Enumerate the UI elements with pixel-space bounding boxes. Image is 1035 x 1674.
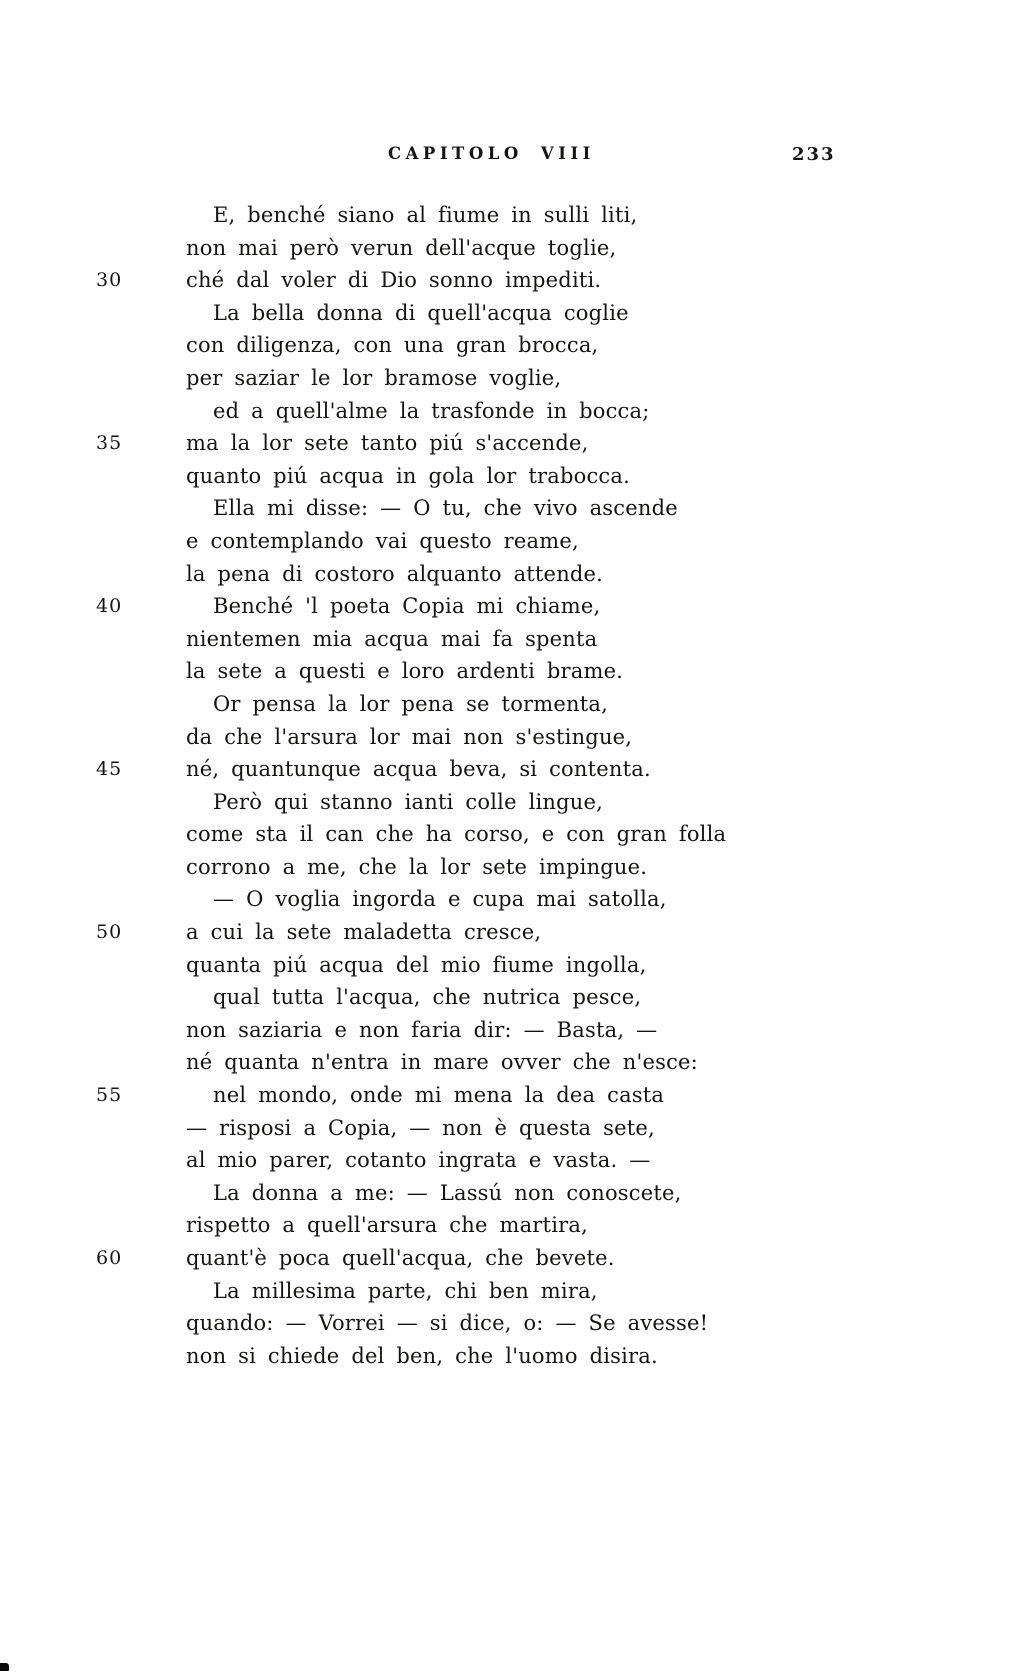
poem-line xyxy=(0,981,1035,1014)
verse-text: Or pensa la lor pena se tormenta, xyxy=(213,691,608,716)
poem-line xyxy=(0,232,1035,265)
poem-line xyxy=(0,492,1035,525)
verse-text: Benché 'l poeta Copia mi chiame, xyxy=(213,594,601,619)
poem-line xyxy=(0,1079,1035,1112)
chapter-heading: CAPITOLO VIII xyxy=(388,144,595,163)
verse-number: 60 xyxy=(96,1247,123,1269)
poem-line xyxy=(0,1112,1035,1145)
verse-text: quando: — Vorrei — si dice, o: — Se avesse! xyxy=(186,1311,709,1336)
poem-line xyxy=(0,786,1035,819)
poem-line xyxy=(0,688,1035,721)
poem-line xyxy=(0,1242,1035,1275)
poem-line xyxy=(0,1209,1035,1242)
scan-artifact xyxy=(0,1663,9,1671)
verse-text: come sta il can che ha corso, e con gran folla xyxy=(186,822,727,847)
verse-number: 50 xyxy=(96,921,123,944)
verse-text: da che l'arsura lor mai non s'estingue, xyxy=(186,724,633,749)
poem-line xyxy=(0,362,1035,395)
poem-line xyxy=(0,655,1035,688)
verse-text: la pena di costoro alquanto attende. xyxy=(186,561,604,586)
poem-line xyxy=(0,1275,1035,1308)
verse-text: non si chiede del ben, che l'uomo disira. xyxy=(186,1343,658,1368)
poem-line xyxy=(0,427,1035,460)
poem-line xyxy=(0,753,1035,786)
poem-line xyxy=(0,297,1035,330)
poem-line xyxy=(0,623,1035,656)
verse-text: rispetto a quell'arsura che martira, xyxy=(186,1213,588,1238)
poem-line xyxy=(0,199,1035,232)
verse-text: quanto piú acqua in gola lor trabocca. xyxy=(186,463,630,488)
verse-text: al mio parer, cotanto ingrata e vasta. — xyxy=(186,1148,651,1173)
poem-line xyxy=(0,558,1035,591)
poem-line xyxy=(0,1177,1035,1210)
verse-text: La bella donna di quell'acqua coglie xyxy=(213,300,629,325)
poem-line xyxy=(0,1014,1035,1047)
poem-line xyxy=(0,1340,1035,1373)
verse-text: per saziar le lor bramose voglie, xyxy=(186,365,562,390)
poem-line xyxy=(0,818,1035,851)
verse-text: ed a quell'alme la trasfonde in bocca; xyxy=(213,398,650,423)
verse-number: 30 xyxy=(96,269,123,292)
verse-text: quanta piú acqua del mio fiume ingolla, xyxy=(186,952,647,977)
poem-line xyxy=(0,1046,1035,1079)
verse-number: 55 xyxy=(96,1084,123,1107)
verse-text: nientemen mia acqua mai fa spenta xyxy=(186,626,598,651)
verse-text: Però qui stanno ianti colle lingue, xyxy=(213,789,603,814)
verse-number: 40 xyxy=(96,595,123,618)
verse-text: né, quantunque acqua beva, si contenta. xyxy=(186,757,651,782)
verse-text: La donna a me: — Lassú non conoscete, xyxy=(213,1180,682,1205)
running-header xyxy=(0,144,1035,168)
poem-line xyxy=(0,949,1035,982)
verse-text: né quanta n'entra in mare ovver che n'esce: xyxy=(186,1050,698,1075)
poem-line xyxy=(0,1307,1035,1340)
verse-text: non saziaria e non faria dir: — Basta, — xyxy=(186,1017,658,1042)
poem-line xyxy=(0,851,1035,884)
poem-line xyxy=(0,264,1035,297)
verse-text: — O voglia ingorda e cupa mai satolla, xyxy=(213,887,667,912)
verse-text: nel mondo, onde mi mena la dea casta xyxy=(213,1083,665,1108)
poem-line xyxy=(0,525,1035,558)
verse-number: 45 xyxy=(96,758,123,781)
verse-text: ché dal voler di Dio sonno impediti. xyxy=(186,268,602,293)
poem-body xyxy=(0,199,1035,1372)
verse-text: non mai però verun dell'acque toglie, xyxy=(186,235,617,260)
poem-line xyxy=(0,1144,1035,1177)
poem-line xyxy=(0,460,1035,493)
verse-text: Ella mi disse: — O tu, che vivo ascende xyxy=(213,496,678,521)
poem-line xyxy=(0,395,1035,428)
poem-line xyxy=(0,329,1035,362)
verse-text: qual tutta l'acqua, che nutrica pesce, xyxy=(213,985,642,1010)
verse-text: E, benché siano al fiume in sulli liti, xyxy=(213,203,638,227)
verse-text: ma la lor sete tanto piú s'accende, xyxy=(186,431,589,456)
verse-text: e contemplando vai questo reame, xyxy=(186,528,579,553)
verse-text: quant'è poca quell'acqua, che bevete. xyxy=(186,1246,615,1270)
poem-line xyxy=(0,883,1035,916)
poem-line xyxy=(0,916,1035,949)
poem-line xyxy=(0,590,1035,623)
verse-number: 35 xyxy=(96,432,123,455)
page-number: 233 xyxy=(792,144,836,165)
verse-text: con diligenza, con una gran brocca, xyxy=(186,333,599,358)
verse-text: a cui la sete maladetta cresce, xyxy=(186,920,542,945)
verse-text: — risposi a Copia, — non è questa sete, xyxy=(186,1115,655,1140)
poem-line xyxy=(0,721,1035,754)
verse-text: la sete a questi e loro ardenti brame. xyxy=(186,659,624,684)
verse-text: corrono a me, che la lor sete impingue. xyxy=(186,854,648,879)
verse-text: La millesima parte, chi ben mira, xyxy=(213,1278,598,1303)
